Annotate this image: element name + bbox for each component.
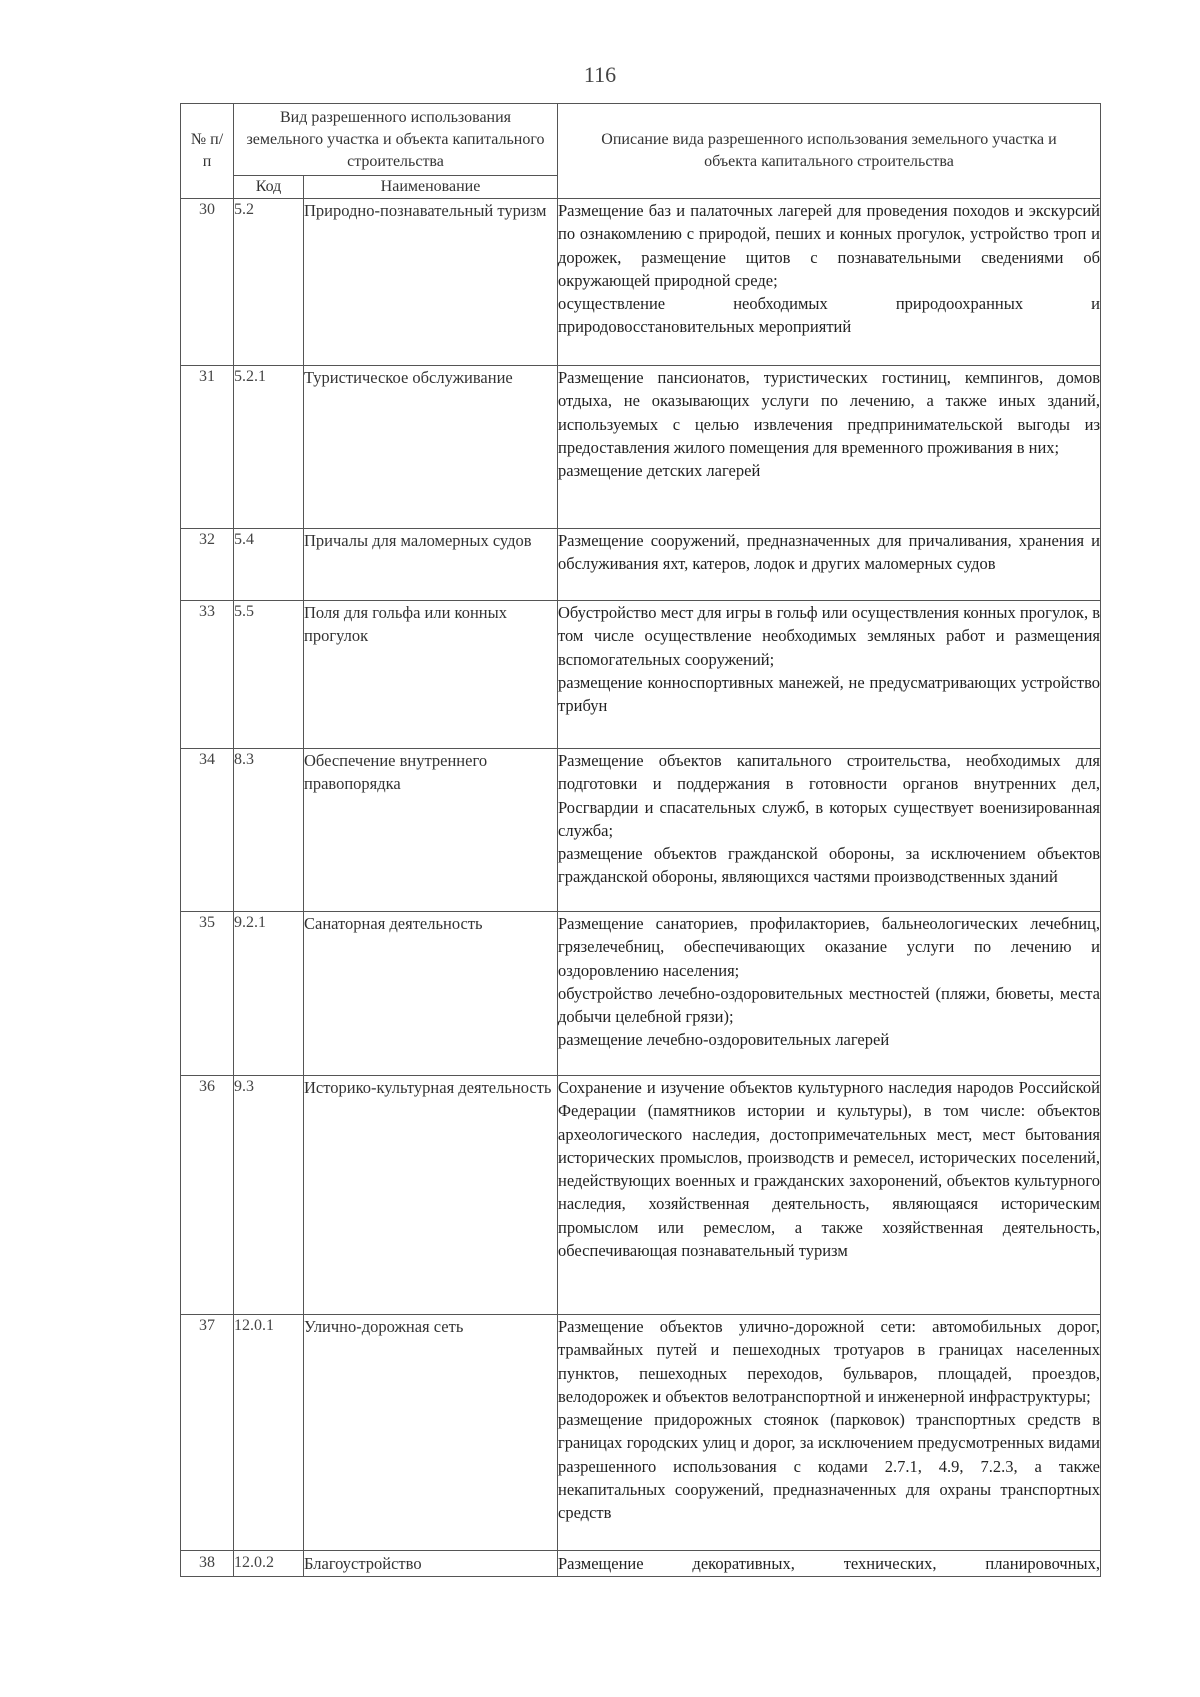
row-code: 12.0.1 (234, 1315, 304, 1551)
table-row (181, 1076, 1101, 1315)
row-code: 9.3 (234, 1076, 304, 1315)
row-name: Благоустройство (304, 1551, 558, 1577)
row-number: 33 (181, 601, 234, 749)
row-description (558, 1551, 1101, 1577)
description-paragraph: Размещение пансионатов, туристических гостиниц, кемпингов, домов отдыха, не оказывающих услуги по лечению, а также иных зданий, используемых с целью извлечения предпринимательской выгоды из предоставления жилого помещения для временного проживания в них; (558, 368, 1100, 457)
row-code: 5.4 (234, 529, 304, 601)
row-number: 31 (181, 366, 234, 529)
row-name: Обеспечение внутреннего правопорядка (304, 749, 558, 912)
row-description (558, 749, 1101, 912)
description-paragraph: Размещение сооружений, предназначенных для причаливания, хранения и обслуживания яхт, катеров, лодок и других маломерных судов (558, 531, 1100, 574)
row-number: 34 (181, 749, 234, 912)
row-name: Поля для гольфа или конных прогулок (304, 601, 558, 749)
row-name: Причалы для маломерных судов (304, 529, 558, 601)
land-use-table (180, 103, 1101, 1577)
table-row (181, 912, 1101, 1076)
description-paragraph: размещение детских лагерей (558, 461, 761, 481)
header-code: Код (234, 176, 304, 199)
row-description (558, 912, 1101, 1076)
row-description (558, 1315, 1101, 1551)
row-number: 37 (181, 1315, 234, 1551)
row-code: 12.0.2 (234, 1551, 304, 1577)
header-description: Описание вида разрешенного использования земельного участка и объекта капитального строительства (558, 104, 1101, 199)
row-code: 9.2.1 (234, 912, 304, 1076)
row-name: Улично-дорожная сеть (304, 1315, 558, 1551)
description-paragraph: Сохранение и изучение объектов культурного наследия народов Российской Федерации (памятников истории и культуры), в том числе: объектов археологического наследия, достопримечательных мест, мест бытования исторических промыслов, производств и ремесел, исторических поселений, недействующих военных и гражданских захоронений, объектов культурного наследия, хозяйственная деятельность, являющаяся историческим промыслом или ремеслом, а также хозяйственная деятельность, обеспечивающая познавательный туризм (558, 1078, 1100, 1261)
table-row (181, 601, 1101, 749)
header-group: Вид разрешенного использования земельного участка и объекта капитального строительства (234, 104, 558, 176)
table-row (181, 199, 1101, 366)
row-name: Санаторная деятельность (304, 912, 558, 1076)
description-paragraph: размещение лечебно-оздоровительных лагерей (558, 1030, 890, 1050)
row-name: Туристическое обслуживание (304, 366, 558, 529)
row-code: 5.2 (234, 199, 304, 366)
row-description (558, 529, 1101, 601)
row-code: 5.2.1 (234, 366, 304, 529)
row-name: Природно-познавательный туризм (304, 199, 558, 366)
description-paragraph: обустройство лечебно-оздоровительных местностей (пляжи, бюветы, места добычи целебной грязи); (558, 983, 1100, 1027)
row-description (558, 601, 1101, 749)
row-description (558, 199, 1101, 366)
header-num: № п/п (181, 104, 234, 199)
description-paragraph: осуществление необходимых природоохранных и природовосстановительных мероприятий (558, 294, 1100, 337)
row-description (558, 1076, 1101, 1315)
description-paragraph: Размещение баз и палаточных лагерей для проведения походов и экскурсий по ознакомлению с природой, пеших и конных прогулок, устройство троп и дорожек, размещение щитов с познавательными сведениями об окружающей природной среде; (558, 201, 1100, 290)
table-row (181, 529, 1101, 601)
row-number: 30 (181, 199, 234, 366)
row-code: 8.3 (234, 749, 304, 912)
description-paragraph: размещение объектов гражданской обороны, за исключением объектов гражданской обороны, являющихся частями производственных зданий (558, 844, 1100, 887)
table-row (181, 366, 1101, 529)
header-name: Наименование (304, 176, 558, 199)
row-name: Историко-культурная деятельность (304, 1076, 558, 1315)
description-paragraph: Размещение декоративных, технических, планировочных, (558, 1554, 1100, 1573)
row-number: 38 (181, 1551, 234, 1577)
description-paragraph: размещение придорожных стоянок (парковок) транспортных средств в границах городских улиц и дорог, за исключением предусмотренных видами разрешенного использования с кодами 2.7.1, 4.9, 7.2.3, а также некапитальных сооружений, предназначенных для охраны транспортных средств (558, 1410, 1100, 1523)
description-paragraph: Размещение санаториев, профилакториев, бальнеологических лечебниц, грязелечебниц, обеспечивающих оказание услуги по лечению и оздоровлению населения; (558, 914, 1100, 980)
page-number: 116 (583, 62, 617, 87)
row-number: 36 (181, 1076, 234, 1315)
table-row (181, 1315, 1101, 1551)
row-number: 35 (181, 912, 234, 1076)
table-row (181, 749, 1101, 912)
row-code: 5.5 (234, 601, 304, 749)
description-paragraph: Обустройство мест для игры в гольф или осуществления конных прогулок, в том числе осуществление необходимых земляных работ и размещения вспомогательных сооружений; (558, 603, 1100, 669)
description-paragraph: Размещение объектов капитального строительства, необходимых для подготовки и поддержания в готовности органов внутренних дел, Росгвардии и спасательных служб, в которых существует военизированная служба; (558, 751, 1100, 840)
description-paragraph: Размещение объектов улично-дорожной сети: автомобильных дорог, трамвайных путей и пешеходных тротуаров в границах населенных пунктов, пешеходных переходов, бульваров, площадей, проездов, велодорожек и объектов велотранспортной и инженерной инфраструктуры; (558, 1317, 1100, 1406)
row-description (558, 366, 1101, 529)
description-paragraph: размещение конноспортивных манежей, не предусматривающих устройство трибун (558, 672, 1100, 716)
table-row (181, 1551, 1101, 1577)
row-number: 32 (181, 529, 234, 601)
